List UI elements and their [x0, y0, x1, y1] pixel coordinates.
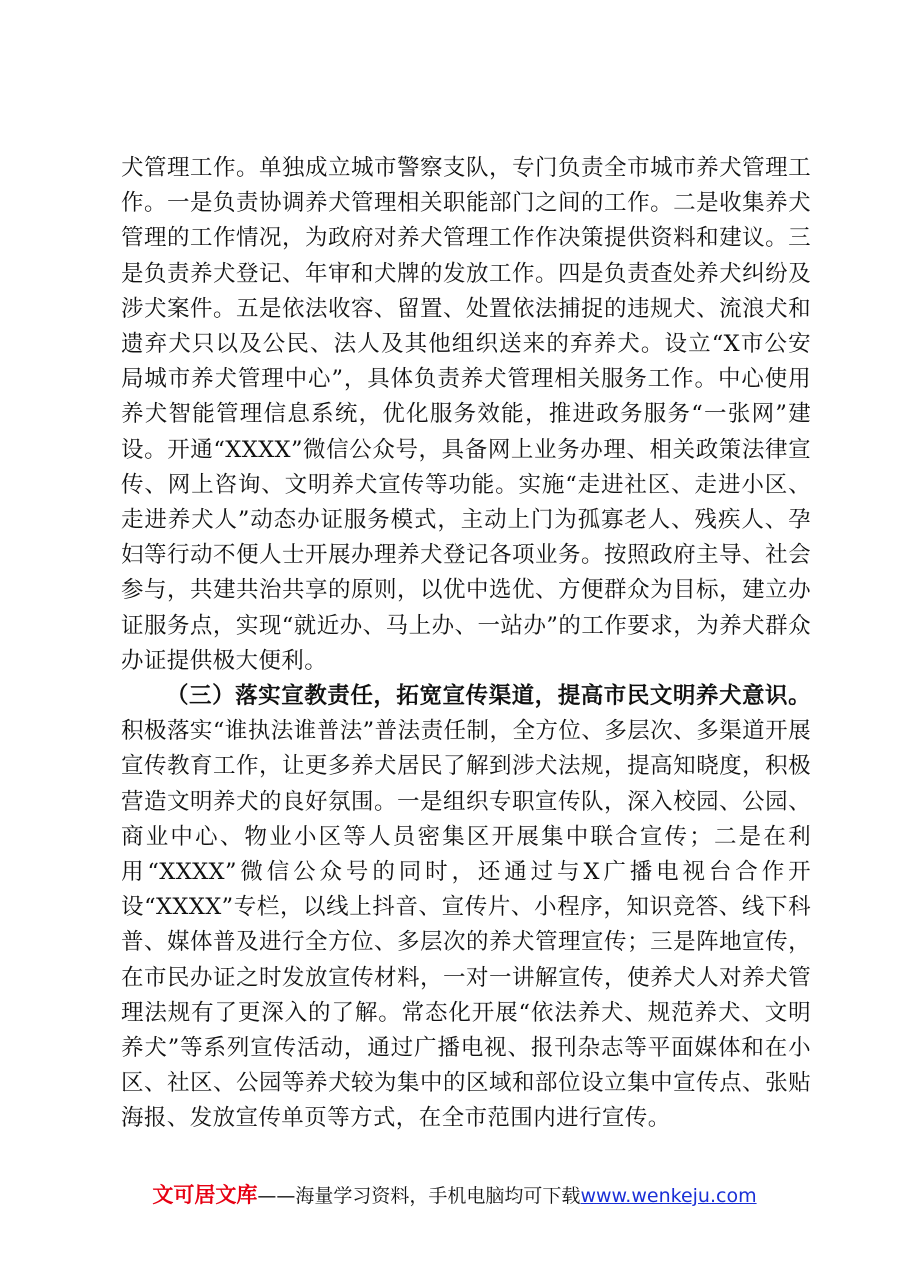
section-body: 积极落实“谁执法谁普法”普法责任制，全方位、多层次、多渠道开展宣传教育工作，让更多养犬居民了解到涉犬法规，提高知晓度，积极营造文明养犬的良好氛围。一是组织专职宣传队，深入校园、公园、商业中心、物业小区等人员密集区开展集中联合宣传；二是在利用“XXXX”微信公众号的同时，还通过与X广播电视台合作开设“XXXX”专栏，以线上抖音、宣传片、小程序，知识竞答、线下科普、媒体普及进行全方位、多层次的养犬管理宣传；三是阵地宣传，在市民办证之时发放宣传材料，一对一讲解宣传，使养犬人对养犬管理法规有了更深入的了解。常态化开展“依法养犬、规范养犬、文明养犬”等系列宣传活动，通过广播电视、报刊杂志等平面媒体和在小区、社区、公园等养犬较为集中的区域和部位设立集中宣传点、张贴海报、发放宣传单页等方式，在全市范围内进行宣传。 [121, 718, 811, 1132]
footer-tagline: ——海量学习资料，手机电脑均可下载 [257, 1185, 581, 1207]
footer-brand: 文可居文库 [152, 1183, 258, 1207]
document-body [121, 151, 811, 1137]
footer-watermark [0, 1180, 909, 1211]
paragraph-continuation: 犬管理工作。单独成立城市警察支队，专门负责全市城市养犬管理工作。一是负责协调养犬管理相关职能部门之间的工作。二是收集养犬管理的工作情况，为政府对养犬管理工作作决策提供资料和建议。三是负责养犬登记、年审和犬牌的发放工作。四是负责查处养犬纠纷及涉犬案件。五是依法收容、留置、处置依法捕捉的违规犬、流浪犬和遗弃犬只以及公民、法人及其他组织送来的弃养犬。设立“X市公安局城市养犬管理中心”，具体负责养犬管理相关服务工作。中心使用养犬智能管理信息系统，优化服务效能，推进政务服务“一张网”建设。开通“XXXX”微信公众号，具备网上业务办理、相关政策法律宣传、网上咨询、文明养犬宣传等功能。实施“走进社区、走进小区、走进养犬人”动态办证服务模式，主动上门为孤寡老人、残疾人、孕妇等行动不便人士开展办理养犬登记各项业务。按照政府主导、社会参与，共建共治共享的原则，以优中选优、方便群众为目标，建立办证服务点，实现“就近办、马上办、一站办”的工作要求，为养犬群众办证提供极大便利。 [121, 155, 811, 674]
paragraph-section-three [121, 679, 811, 1137]
footer-link[interactable]: www.wenkeju.com [580, 1185, 757, 1207]
section-heading: （三）落实宣教责任，拓宽宣传渠道，提高市民文明养犬意识。 [166, 683, 811, 710]
